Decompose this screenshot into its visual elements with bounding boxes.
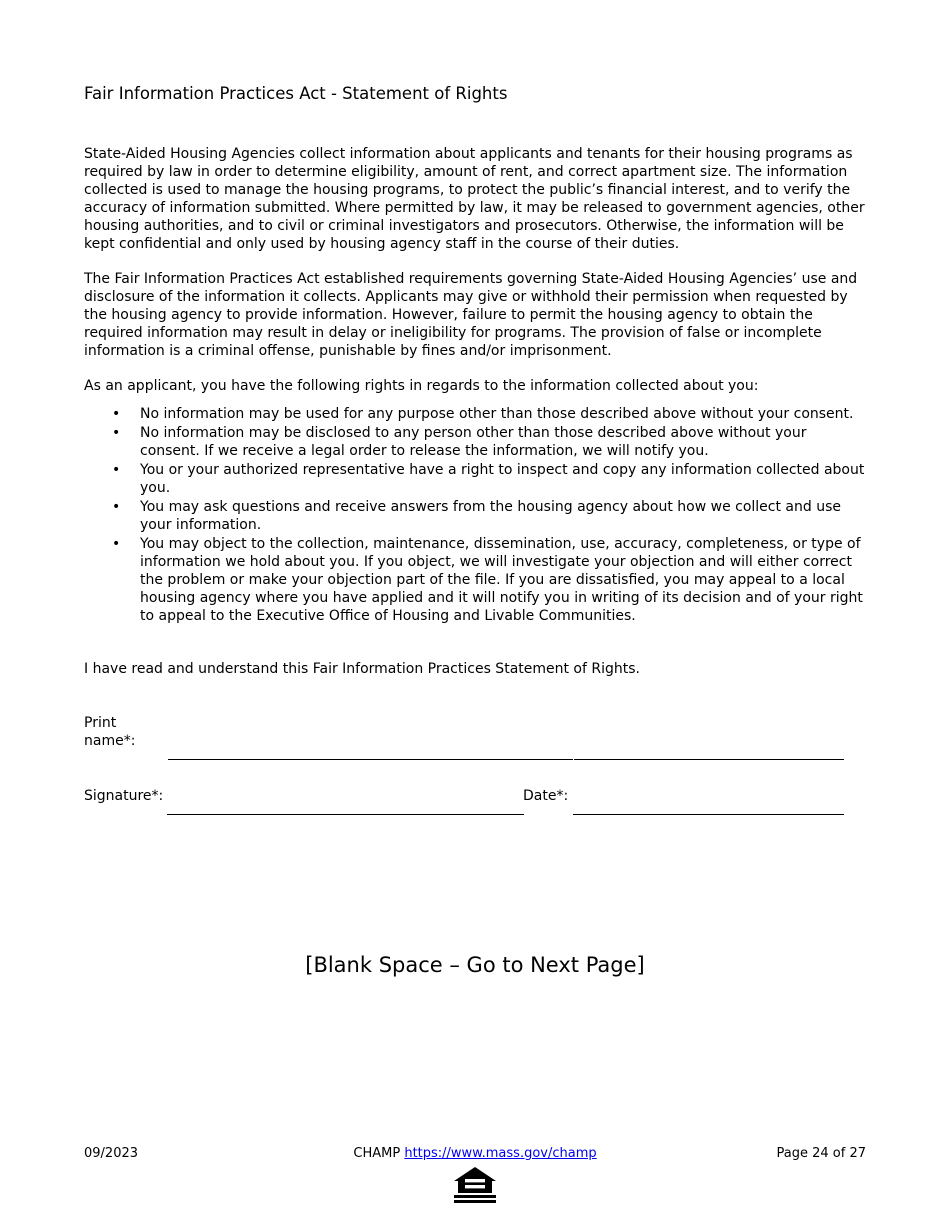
list-item	[84, 424, 866, 460]
blank-space-note: [Blank Space – Go to Next Page]	[305, 953, 645, 977]
list-item	[84, 405, 866, 423]
footer-program	[84, 1146, 866, 1162]
right-text: No information may be disclosed to any person other than those described above without your consent. If we receive a legal order to release the information, we will notify you.	[140, 425, 807, 459]
rights-list	[84, 405, 866, 626]
document-page	[84, 0, 866, 1230]
print-name-field[interactable]	[168, 759, 573, 760]
right-text: No information may be used for any purpose other than those described above without your consent.	[140, 406, 854, 422]
footer-link[interactable]: https://www.mass.gov/champ	[404, 1146, 597, 1161]
right-text: You may object to the collection, maintenance, dissemination, use, accuracy, completeness, or type of information we hold about you. If you object, we will investigate your objection and will either correct the problem or make your objection part of the file. If you are dissatisfied, you may appeal to a local housing agency where you have applied and it will notify you in writing of its decision and of your right to appeal to the Executive Office of Housing and Livable Communities.	[140, 536, 863, 624]
right-text: You or your authorized representative have a right to inspect and copy any information collected about you.	[140, 462, 865, 496]
list-item	[84, 498, 866, 534]
signature-label: Signature*:	[84, 788, 164, 804]
list-item	[84, 461, 866, 497]
list-item	[84, 535, 866, 625]
bullet-icon: •	[112, 536, 121, 552]
footer-program-name: CHAMP	[353, 1146, 401, 1161]
acknowledgement-statement: I have read and understand this Fair Information Practices Statement of Rights.	[84, 661, 640, 677]
bullet-icon: •	[112, 462, 121, 478]
bullet-icon: •	[112, 425, 121, 441]
paragraph-collection-purpose: State-Aided Housing Agencies collect information about applicants and tenants for their housing programs as required by law in order to determine eligibility, amount of rent, and correct apartment size. The information collected is used to manage the housing programs, to protect the public’s financial interest, and to verify the accuracy of information submitted. Where permitted by law, it may be released to government agencies, other housing authorities, and to civil or criminal investigators and prosecutors. Otherwise, the information will be kept confidential and only used by housing agency staff in the course of their duties.	[84, 146, 865, 252]
date-field[interactable]	[573, 814, 844, 815]
document-title: Fair Information Practices Act - Statement of Rights	[84, 84, 508, 103]
print-name-label: Print name*:	[84, 715, 136, 749]
footer-revision-date: 09/2023	[84, 1146, 139, 1161]
right-text: You may ask questions and receive answers from the housing agency about how we collect and use your information.	[140, 499, 842, 533]
date-label: Date*:	[523, 788, 569, 804]
footer-page-number: Page 24 of 27	[776, 1146, 866, 1161]
signature-field[interactable]	[167, 814, 524, 815]
bullet-icon: •	[112, 499, 121, 515]
equal-housing-opportunity-icon	[451, 1164, 499, 1204]
paragraph-rights-intro: As an applicant, you have the following rights in regards to the information collected about you:	[84, 378, 759, 394]
bullet-icon: •	[112, 406, 121, 422]
paragraph-act-requirements: The Fair Information Practices Act established requirements governing State-Aided Housing Agencies’ use and disclosure of the information it collects. Applicants may give or withhold their permission when requested by the housing agency to provide information. However, failure to permit the housing agency to obtain the required information may result in delay or ineligibility for programs. The provision of false or incomplete information is a criminal offense, punishable by fines and/or imprisonment.	[84, 271, 858, 359]
print-name-field-extension[interactable]	[574, 759, 844, 760]
